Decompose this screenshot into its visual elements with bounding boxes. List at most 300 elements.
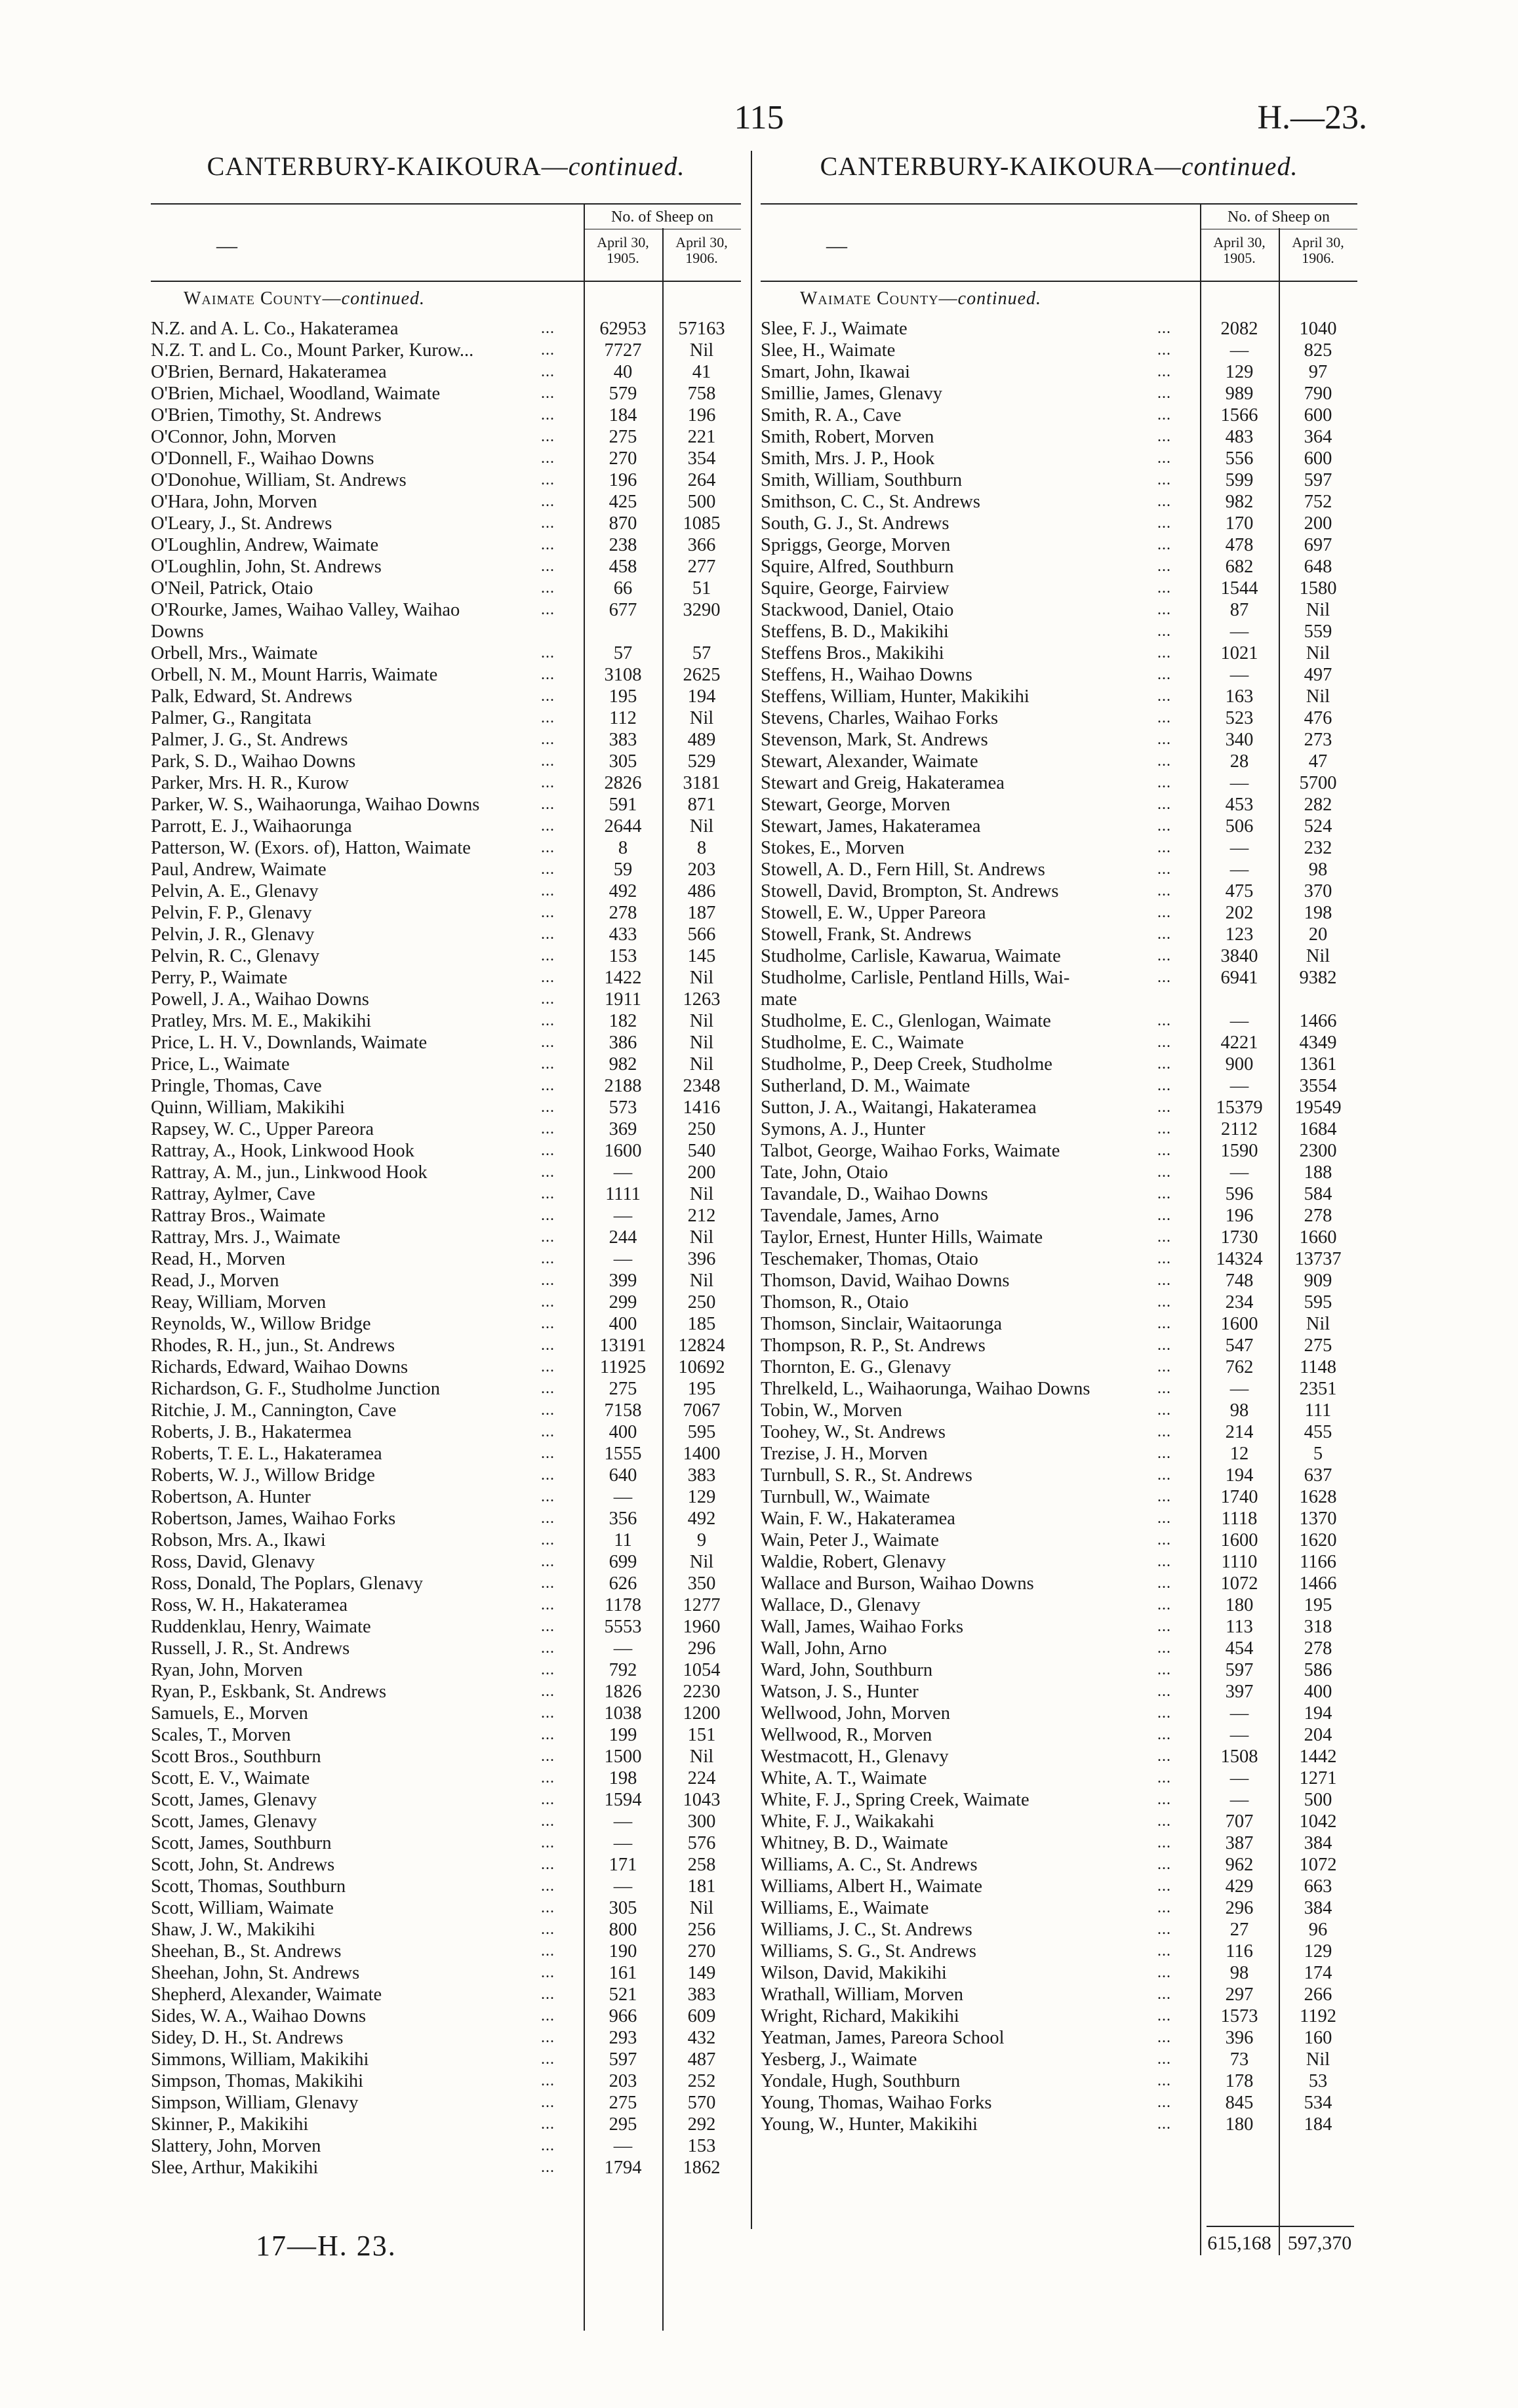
entry-name: Parker, Mrs. H. R., Kurow [151, 773, 350, 793]
leader-dots: ... [1157, 1943, 1171, 1960]
leader-dots: ... [1157, 471, 1171, 488]
sheep-count-1906: 3181 [683, 773, 721, 793]
sheep-count-1905: 112 [609, 708, 637, 728]
table-row [761, 664, 1357, 686]
leader-dots: ... [541, 1272, 555, 1289]
header-april-1905: April 30, 1905. [597, 234, 649, 266]
leader-dots: ... [1157, 1099, 1171, 1116]
entry-name: Stevenson, Mark, St. Andrews [761, 730, 988, 750]
sheep-count-1906: 1442 [1299, 1747, 1337, 1767]
sheep-count-1906: 224 [687, 1768, 716, 1788]
leader-dots: ... [541, 1899, 555, 1916]
leader-dots: ... [1157, 1467, 1171, 1484]
sheep-count-1906: 145 [687, 946, 716, 966]
sheep-count-1905: 453 [1225, 795, 1254, 815]
sheep-count-1906: 256 [687, 1920, 716, 1940]
leader-dots: ... [541, 1726, 555, 1743]
leader-dots: ... [541, 2029, 555, 2046]
entry-name: mate [761, 989, 797, 1010]
sheep-count-1905: 458 [609, 557, 637, 577]
sheep-count-1905: 305 [609, 1898, 637, 1918]
sheep-count-1906: 354 [687, 448, 716, 469]
entry-name: Pratley, Mrs. M. E., Makikihi [151, 1011, 372, 1031]
entry-name: Stowell, A. D., Fern Hill, St. Andrews [761, 859, 1045, 880]
entry-name: Reynolds, W., Willow Bridge [151, 1314, 371, 1334]
sheep-count-1905: 11 [614, 1530, 632, 1550]
table-row [151, 448, 741, 469]
table-row [761, 469, 1357, 491]
entry-name: Quinn, William, Makikihi [151, 1097, 345, 1118]
table-row [151, 2135, 741, 2157]
leader-dots: ... [541, 688, 555, 705]
table-row [151, 816, 741, 837]
sheep-count-1905: 2644 [604, 816, 642, 837]
leader-dots: ... [1157, 1229, 1171, 1246]
leader-dots: ... [1157, 926, 1171, 943]
sheep-count-1905: 202 [1225, 903, 1254, 923]
leader-dots: ... [1157, 1488, 1171, 1505]
table-row [761, 556, 1357, 578]
sheep-count-1906: 258 [687, 1855, 716, 1875]
entry-name: Steffens Bros., Makikihi [761, 643, 944, 663]
sheep-count-1905: 396 [1225, 2028, 1254, 2048]
entry-name: O'Donnell, F., Waihao Downs [151, 448, 374, 469]
leader-dots: ... [1157, 1553, 1171, 1570]
table-row [761, 1205, 1357, 1227]
sheep-count-1906: 221 [687, 427, 716, 447]
table-row [151, 383, 741, 405]
sheep-count-1905: 196 [609, 470, 637, 490]
entry-name: O'Leary, J., St. Andrews [151, 513, 332, 534]
leader-dots: ... [1157, 1813, 1171, 1830]
table-row [151, 1876, 741, 1897]
table-row [761, 1767, 1357, 1789]
entry-name: Price, L. H. V., Downlands, Waimate [151, 1033, 428, 1053]
sheep-count-1906: 595 [1304, 1292, 1332, 1313]
sheep-count-1905: 2112 [1221, 1119, 1258, 1139]
leader-dots: ... [541, 406, 555, 424]
entry-name: Roberts, T. E. L., Hakateramea [151, 1444, 382, 1464]
sheep-count-1905: 275 [609, 2093, 637, 2113]
sheep-count-1906: 9382 [1299, 968, 1337, 988]
sheep-count-1906: Nil [689, 1011, 714, 1031]
entry-name: Ruddenklau, Henry, Waimate [151, 1617, 371, 1637]
leader-dots: ... [1157, 428, 1171, 445]
sheep-count-1905: 475 [1225, 881, 1254, 901]
table-row [151, 2049, 741, 2070]
sheep-count-1905: 982 [609, 1054, 637, 1075]
sheep-count-1906: Nil [1306, 643, 1330, 663]
table-row [151, 1292, 741, 1313]
leader-dots: ... [1157, 1921, 1171, 1938]
entry-name: Young, Thomas, Waihao Forks [761, 2093, 992, 2113]
sheep-count-1906: Nil [1306, 686, 1330, 707]
entry-name: Smart, John, Ikawai [761, 362, 910, 382]
entry-name: Wilson, David, Makikihi [761, 1963, 947, 1983]
table-row [151, 556, 741, 578]
table-row [151, 1659, 741, 1681]
entry-name: White, F. J., Spring Creek, Waimate [761, 1790, 1029, 1810]
sheep-count-1905: 521 [609, 1984, 637, 2005]
sheep-count-1905: 161 [609, 1963, 637, 1983]
leader-dots: ... [1157, 1834, 1171, 1851]
sheep-count-1906: 273 [1304, 730, 1332, 750]
leader-dots: ... [1157, 1315, 1171, 1332]
page-number: 115 [734, 99, 784, 136]
sheep-count-1905: 7158 [604, 1400, 642, 1421]
sheep-count-1906: 1148 [1300, 1357, 1336, 1377]
sheep-count-1905: 13191 [599, 1335, 647, 1356]
table-row [151, 2027, 741, 2049]
sheep-count-1905: 523 [1225, 708, 1254, 728]
sheep-count-1905: 399 [609, 1271, 637, 1291]
sheep-count-1905: 12 [1229, 1444, 1249, 1464]
table-row [761, 816, 1357, 837]
sheep-count-1906: 566 [687, 924, 716, 945]
leader-dots: ... [1157, 1250, 1171, 1267]
leader-dots: ... [541, 1575, 555, 1592]
sheep-count-1906: 1192 [1300, 2006, 1336, 2026]
leader-dots: ... [1157, 1964, 1171, 1981]
sheep-count-1906: Nil [1306, 2049, 1330, 2070]
entry-name: Studholme, E. C., Glenlogan, Waimate [761, 1011, 1051, 1031]
entry-name: Studholme, E. C., Waimate [761, 1033, 964, 1053]
table-row [151, 859, 741, 880]
totals-rule [1207, 2226, 1354, 2227]
sheep-count-1905: — [613, 1876, 633, 1897]
sheep-count-1905: 478 [1225, 535, 1254, 555]
leader-dots: ... [1157, 2007, 1171, 2024]
document-reference: H.—23. [1257, 99, 1367, 136]
sheep-count-1905: 547 [1225, 1335, 1254, 1356]
entry-name: Thomson, R., Otaio [761, 1292, 909, 1313]
entry-name: Slattery, John, Morven [151, 2136, 321, 2156]
sheep-count-1906: 534 [1304, 2093, 1332, 2113]
sheep-count-1906: 600 [1304, 405, 1332, 425]
sheep-count-1906: Nil [689, 1033, 714, 1053]
sheep-count-1906: 1628 [1299, 1487, 1337, 1507]
leader-dots: ... [541, 1791, 555, 1808]
table-row [151, 534, 741, 556]
sheep-count-1906: 1166 [1300, 1552, 1336, 1572]
leader-dots: ... [1157, 558, 1171, 575]
sheep-count-1906: 19549 [1294, 1097, 1342, 1118]
leader-dots: ... [1157, 1769, 1171, 1786]
sheep-count-1906: 57163 [678, 319, 725, 339]
table-row [761, 1573, 1357, 1594]
sheep-count-1906: Nil [689, 340, 714, 361]
sheep-count-1906: 486 [687, 881, 716, 901]
leader-dots: ... [1157, 1640, 1171, 1657]
sheep-count-1906: 529 [687, 751, 716, 772]
leader-dots: ... [1157, 580, 1171, 597]
leader-dots: ... [541, 1315, 555, 1332]
table-row [151, 405, 741, 426]
leader-dots: ... [541, 1834, 555, 1851]
table-row [761, 1616, 1357, 1638]
sheep-count-1905: 297 [1225, 1984, 1254, 2005]
sheep-count-1905: 387 [1225, 1833, 1254, 1853]
sheep-count-1905: 597 [1225, 1660, 1254, 1680]
table-row [761, 1400, 1357, 1421]
sheep-count-1905: 2826 [604, 773, 642, 793]
leader-dots: ... [541, 1423, 555, 1440]
total-1906: 597,370 [1287, 2232, 1352, 2254]
sheep-count-1905: 400 [609, 1422, 637, 1442]
table-row [761, 1421, 1357, 1443]
leader-dots: ... [1157, 1120, 1171, 1137]
entry-name: Smith, Robert, Morven [761, 427, 934, 447]
table-row [151, 1984, 741, 2005]
sheep-count-1905: — [1229, 1011, 1249, 1031]
sheep-count-1906: 383 [687, 1465, 716, 1486]
sheep-count-1905: 1422 [604, 968, 642, 988]
leader-dots: ... [541, 1921, 555, 1938]
sheep-count-1906: 264 [687, 470, 716, 490]
table-row [761, 1811, 1357, 1832]
table-row [151, 1010, 741, 1032]
table-row [151, 1356, 741, 1378]
table-row [761, 729, 1357, 751]
entry-name: O'Loughlin, Andrew, Waimate [151, 535, 379, 555]
leader-dots: ... [541, 644, 555, 661]
leader-dots: ... [541, 818, 555, 835]
leader-dots: ... [1157, 342, 1171, 359]
table-row [761, 1118, 1357, 1140]
sheep-count-1906: 648 [1304, 557, 1332, 577]
table-row [151, 1205, 741, 1227]
sheep-count-1905: 1544 [1220, 578, 1258, 599]
entry-name: Stevens, Charles, Waihao Forks [761, 708, 999, 728]
entry-name: Paul, Andrew, Waimate [151, 859, 327, 880]
entry-name: Richards, Edward, Waihao Downs [151, 1357, 409, 1377]
sheep-count-1906: 697 [1304, 535, 1332, 555]
entry-name: Robson, Mrs. A., Ikawi [151, 1530, 326, 1550]
sheep-count-1905: 682 [1225, 557, 1254, 577]
entry-name: O'Brien, Michael, Woodland, Waimate [151, 384, 441, 404]
table-row [761, 621, 1357, 642]
sheep-count-1906: 266 [1304, 1984, 1332, 2005]
table-row [151, 1118, 741, 1140]
entry-name: Thornton, E. G., Glenavy [761, 1357, 951, 1377]
entry-name: Sidey, D. H., St. Andrews [151, 2028, 344, 2048]
entry-name: Stowell, E. W., Upper Pareora [761, 903, 986, 923]
table-row [761, 361, 1357, 383]
leader-dots: ... [1157, 1380, 1171, 1397]
sheep-count-1905: 599 [1225, 470, 1254, 490]
sheep-count-1905: 597 [609, 2049, 637, 2070]
table-row [151, 1248, 741, 1270]
table-row [151, 751, 741, 772]
leader-dots: ... [1157, 406, 1171, 424]
table-row [151, 1811, 741, 1832]
sheep-count-1905: 1038 [604, 1703, 642, 1724]
sheep-count-1906: 1370 [1299, 1509, 1337, 1529]
sheep-count-1906: 250 [687, 1119, 716, 1139]
leader-dots: ... [541, 580, 555, 597]
sheep-count-1905: — [1229, 665, 1249, 685]
sheep-count-1906: 300 [687, 1811, 716, 1832]
table-row [761, 1897, 1357, 1919]
leader-dots: ... [541, 2072, 555, 2089]
sheep-count-1905: 182 [609, 1011, 637, 1031]
entry-name: Williams, E., Waimate [761, 1898, 929, 1918]
table-row [761, 1292, 1357, 1313]
entry-name: Price, L., Waimate [151, 1054, 290, 1075]
entry-name: Turnbull, W., Waimate [761, 1487, 930, 1507]
table-row [151, 989, 741, 1010]
table-row [761, 2005, 1357, 2027]
sheep-count-1906: 53 [1308, 2071, 1328, 2091]
sheep-count-1906: Nil [689, 1552, 714, 1572]
sheep-count-1905: — [613, 1206, 633, 1226]
leader-dots: ... [541, 1531, 555, 1549]
leader-dots: ... [1157, 1726, 1171, 1743]
table-row [761, 707, 1357, 729]
table-row [761, 1097, 1357, 1118]
leader-dots: ... [541, 947, 555, 964]
sheep-count-1905: 1555 [604, 1444, 642, 1464]
sheep-count-1906: 609 [687, 2006, 716, 2026]
sheep-count-1906: 250 [687, 1292, 716, 1313]
entry-name: Read, H., Morven [151, 1249, 285, 1269]
leader-dots: ... [541, 1077, 555, 1094]
total-1905: 615,168 [1207, 2232, 1271, 2254]
entry-name: Squire, George, Fairview [761, 578, 949, 599]
sheep-count-1906: 97 [1308, 362, 1328, 382]
table-row [151, 1465, 741, 1486]
sheep-count-1905: 8 [618, 838, 628, 858]
table-row [761, 642, 1357, 664]
entry-name: Wallace and Burson, Waihao Downs [761, 1573, 1034, 1594]
sheep-count-1905: 1178 [605, 1595, 641, 1615]
sheep-count-1906: 487 [687, 2049, 716, 2070]
sheep-count-1905: 196 [1225, 1206, 1254, 1226]
leader-dots: ... [541, 1553, 555, 1570]
sheep-count-1906: 51 [692, 578, 711, 599]
table-row [761, 967, 1357, 989]
sheep-count-1905: 98 [1229, 1963, 1249, 1983]
sheep-count-1905: 11925 [599, 1357, 647, 1377]
entry-name: O'Connor, John, Morven [151, 427, 336, 447]
table-row [151, 1616, 741, 1638]
table-row [151, 1140, 741, 1162]
table-row [761, 1335, 1357, 1356]
entry-name: Ross, W. H., Hakateramea [151, 1595, 348, 1615]
table-row [151, 1724, 741, 1746]
entry-name: Scales, T., Morven [151, 1725, 291, 1745]
sheep-count-1906: 455 [1304, 1422, 1332, 1442]
sheep-count-1906: 492 [687, 1509, 716, 1529]
entry-name: Scott, James, Glenavy [151, 1790, 317, 1810]
entry-name: Palk, Edward, St. Andrews [151, 686, 353, 707]
table-row [151, 426, 741, 448]
table-row [151, 1313, 741, 1335]
leader-dots: ... [541, 1337, 555, 1354]
sheep-count-1905: 1021 [1220, 643, 1258, 663]
leader-dots: ... [1157, 320, 1171, 337]
table-row [151, 1421, 741, 1443]
table-row [761, 686, 1357, 707]
sheep-count-1905: 59 [613, 859, 633, 880]
sheep-count-1906: 13737 [1294, 1249, 1342, 1269]
leader-dots: ... [1157, 1899, 1171, 1916]
leader-dots: ... [1157, 2094, 1171, 2111]
leader-dots: ... [541, 839, 555, 856]
leader-dots: ... [541, 1380, 555, 1397]
leader-dots: ... [1157, 753, 1171, 770]
sheep-count-1905: 2188 [604, 1076, 642, 1096]
sheep-count-1906: 292 [687, 2114, 716, 2135]
sheep-count-1905: 3108 [604, 665, 642, 685]
sheep-count-1906: Nil [689, 1898, 714, 1918]
sheep-count-1905: 299 [609, 1292, 637, 1313]
entry-name: Thompson, R. P., St. Andrews [761, 1335, 986, 1356]
leader-dots: ... [1157, 861, 1171, 878]
table-row [761, 1032, 1357, 1054]
entry-name: Smith, William, Southburn [761, 470, 963, 490]
sheep-count-1905: 433 [609, 924, 637, 945]
sheep-count-1906: 5700 [1299, 773, 1337, 793]
sheep-count-1905: — [1229, 340, 1249, 361]
table-row [151, 1789, 741, 1811]
sheep-count-1906: 576 [687, 1833, 716, 1853]
entry-name: Slee, H., Waimate [761, 340, 896, 361]
sheep-count-1906: 663 [1304, 1876, 1332, 1897]
leader-dots: ... [541, 1986, 555, 2003]
sheep-count-1905: 1600 [604, 1141, 642, 1161]
sheep-count-1905: — [613, 1811, 633, 1832]
entry-name: Scott, William, Waimate [151, 1898, 334, 1918]
entry-name: Wallace, D., Glenavy [761, 1595, 921, 1615]
sheep-count-1905: 178 [1225, 2071, 1254, 2091]
leader-dots: ... [541, 731, 555, 748]
entry-name: Pringle, Thomas, Cave [151, 1076, 322, 1096]
table-row [151, 686, 741, 707]
table-row [151, 1097, 741, 1118]
sheep-count-1905: 640 [609, 1465, 637, 1486]
table-row [151, 1767, 741, 1789]
entry-name: Robertson, A. Hunter [151, 1487, 311, 1507]
leader-dots: ... [1157, 1164, 1171, 1181]
sheep-count-1906: 204 [1304, 1725, 1332, 1745]
entry-name: Trezise, J. H., Morven [761, 1444, 928, 1464]
leader-dots: ... [1157, 1986, 1171, 2003]
table-row [151, 1054, 741, 1075]
table-row [151, 361, 741, 383]
table-row [151, 513, 741, 534]
sheep-count-1905: 383 [609, 730, 637, 750]
table-row [151, 1183, 741, 1205]
leader-dots: ... [1157, 601, 1171, 618]
sheep-count-1905: 27 [1229, 1920, 1249, 1940]
sheep-count-1905: — [1229, 1768, 1249, 1788]
leader-dots: ... [1157, 1056, 1171, 1073]
leader-dots: ... [1157, 839, 1171, 856]
sheep-count-1905: 15379 [1216, 1097, 1263, 1118]
entry-name: Simpson, William, Glenavy [151, 2093, 359, 2113]
sheep-count-1905: 116 [1226, 1941, 1253, 1962]
table-row [761, 1508, 1357, 1530]
table-row [761, 1486, 1357, 1508]
leader-dots: ... [541, 1207, 555, 1224]
sheep-count-1906: 96 [1308, 1920, 1328, 1940]
sheep-count-1905: 1566 [1220, 405, 1258, 425]
leader-dots: ... [541, 1813, 555, 1830]
entry-name: Westmacott, H., Glenavy [761, 1747, 949, 1767]
table-row [761, 534, 1357, 556]
leader-dots: ... [541, 926, 555, 943]
